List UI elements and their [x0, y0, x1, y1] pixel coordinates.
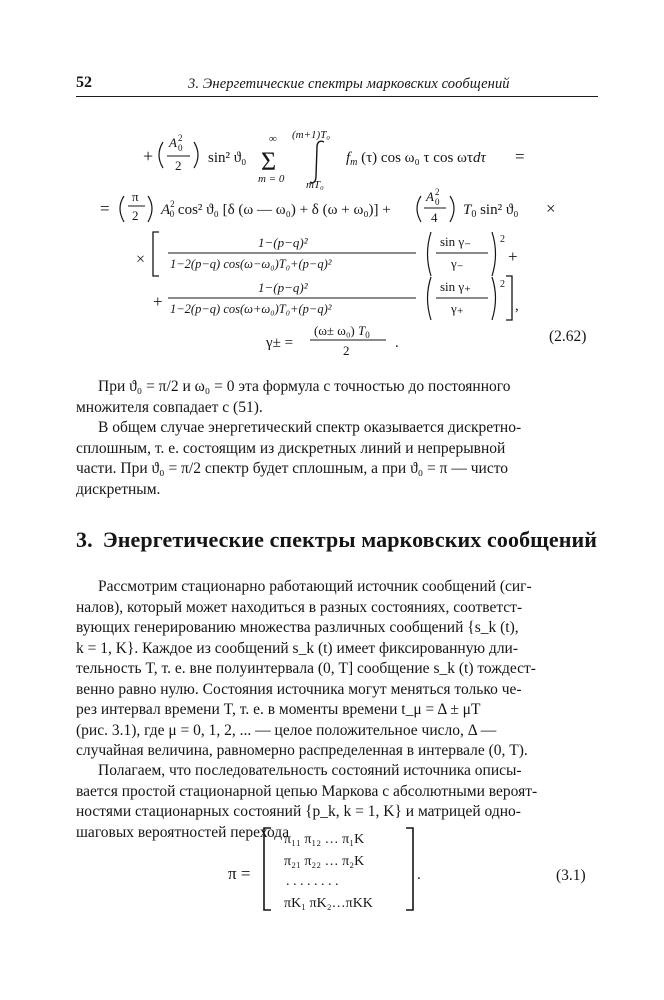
svg-text:+: +	[508, 247, 518, 266]
paragraph-line: k = 1, K}. Каждое из сообщений s_k (t) имеет фиксированную дли-	[76, 639, 519, 657]
fraction-numerator-plus: 1−(p−q)²	[258, 280, 308, 295]
times-sign: ×	[546, 199, 556, 218]
svg-text:.: .	[395, 335, 399, 351]
svg-text:(ω± ω₀) T0: (ω± ω₀) $T_0$	[314, 323, 370, 340]
paragraph-line: части. При ϑ₀ = π/2 спектр будет сплошным, а при ϑ₀ = π — чисто	[76, 460, 509, 477]
paragraph-line: тельность T, т. е. вне полуинтервала (0, T] сообщение s_k (t) тождест-	[76, 660, 536, 677]
svg-text:T0 sin² ϑ₀: $T_0$ sin² ϑ₀	[463, 202, 519, 220]
equation-number-2-62: (2.62)	[549, 328, 587, 345]
equation-line-3	[136, 232, 518, 276]
svg-text:4: 4	[431, 210, 438, 225]
paragraph-note	[76, 377, 598, 418]
paragraph-source	[76, 577, 598, 762]
svg-text:2: 2	[132, 208, 139, 223]
svg-text:0: 0	[178, 143, 183, 153]
sum-upper-limit: ∞	[269, 133, 277, 145]
matrix-row-3: . . . . . . . .	[286, 874, 339, 889]
paragraph-line: (рис. 3.1), где μ = 0, 1, 2, ... — целое положительное число, Δ —	[76, 721, 497, 739]
equation-line-2	[100, 187, 556, 225]
sum-sign: Σ	[261, 147, 277, 176]
matrix-lhs: π =	[228, 864, 251, 883]
gamma-definition	[265, 323, 399, 358]
plus-sign: +	[143, 146, 154, 166]
paragraph-line: дискретным.	[76, 480, 161, 498]
svg-text:2: 2	[175, 158, 182, 173]
paragraph-line: вается простой стационарной цепью Маркова с абсолютными вероят-	[76, 782, 538, 800]
paragraph-line: случайная величина, равномерно распределенная в интервале (0, T).	[76, 742, 528, 759]
paragraph-line: венно равно нулю. Состояния источника могут меняться только че-	[76, 680, 522, 698]
svg-text:=: =	[100, 199, 110, 218]
svg-text:A: A	[426, 189, 434, 204]
integrand: $f_m$ (τ) cos ω₀ τ cos ωτdτ	[346, 150, 486, 168]
svg-text:2: 2	[343, 343, 350, 358]
svg-text:.: .	[417, 867, 421, 883]
equation-2-62	[0, 0, 664, 380]
svg-text:γ₋: γ₋	[451, 256, 464, 271]
paragraph-line: ностями стационарных состояний {p_k, k = 1, K} и матрицей одно-	[76, 803, 521, 820]
svg-text:2: 2	[500, 234, 505, 245]
svg-text:×: ×	[136, 251, 146, 268]
fraction-denominator-plus: 1−2(p−q) cos(ω+ω₀)T₀+(p−q)²	[170, 302, 332, 316]
fraction-denominator-minus: 1−2(p−q) cos(ω−ω₀)T₀+(p−q)²	[170, 257, 332, 271]
paragraph-line: шаговых вероятностей перехода	[76, 823, 290, 841]
paragraph-line: При ϑ₀ = π/2 и ω₀ = 0 эта формула с точностью до постоянного	[98, 378, 511, 395]
paragraph-line: сплошным, т. е. состоящим из дискретных линий и непрерывной	[76, 439, 506, 457]
equation-line-4	[153, 276, 519, 320]
page-number: 52	[76, 74, 92, 91]
svg-text:π: π	[132, 189, 139, 204]
paragraph-line: В общем случае энергетический спектр оказывается дискретно-	[98, 419, 522, 436]
matrix-row-2: π₂₁ π₂₂ … π₂K	[284, 854, 365, 869]
sin2-theta: sin² ϑ₀	[208, 150, 247, 166]
svg-text:+: +	[153, 292, 163, 311]
paragraph-line: налов), который может находиться в разных состояниях, соответст-	[76, 598, 523, 616]
running-title: 3. Энергетические спектры марковских сообщений	[188, 76, 510, 92]
section-title: Энергетические спектры марковских сообщений	[102, 527, 598, 552]
integral-upper-limit: (m+1)T₀	[292, 129, 331, 141]
paragraph-line: Рассмотрим стационарно работающий источник сообщений (сиг-	[98, 578, 532, 595]
matrix-left-bracket	[264, 828, 271, 910]
equation-line-1	[143, 129, 525, 191]
svg-text:A: A	[169, 135, 177, 150]
paragraph-spectrum	[76, 418, 598, 500]
paragraph-line: вующих генерированию множества различных сообщений {s_k (t),	[76, 619, 519, 636]
paragraph-line: рез интервал времени T, т. е. в моменты времени t_μ = Δ ± μT	[76, 701, 481, 718]
equals-sign: =	[515, 147, 525, 166]
paragraph-line: множителя совпадает с (51).	[76, 398, 263, 416]
svg-text:γ₊: γ₊	[451, 301, 464, 316]
paragraph-line: Полагаем, что последовательность состояний источника описы-	[98, 762, 522, 779]
matrix-row-1: π₁₁ π₁₂ … π₁K	[284, 832, 365, 847]
section-heading	[76, 527, 606, 553]
matrix-right-bracket	[406, 828, 413, 910]
integral-lower-limit: mT₀	[306, 179, 324, 191]
svg-text:A20 cos² ϑ₀ [δ (ω — ω₀) + δ (ω: $A^2$ 0 cos² ϑ₀ [δ (ω — ω₀) + δ (ω + ω₀)] +	[161, 199, 391, 219]
matrix-row-4: πK₁ πK₂…πKK	[284, 896, 373, 911]
equation-number-3-1: (3.1)	[556, 867, 586, 884]
svg-text:sin γ₋: sin γ₋	[440, 234, 472, 249]
svg-text:,: ,	[515, 298, 519, 314]
svg-text:2: 2	[500, 279, 505, 290]
svg-text:sin γ₊: sin γ₊	[440, 279, 472, 294]
svg-text:2: 2	[435, 187, 440, 197]
svg-text:0: 0	[435, 197, 440, 207]
sum-lower-limit: m = 0	[258, 173, 285, 185]
svg-text:γ± =: γ± =	[266, 335, 294, 351]
integral-sign	[310, 141, 324, 183]
svg-text:2: 2	[178, 133, 183, 143]
section-number: 3.	[76, 527, 93, 552]
fraction-numerator-minus: 1−(p−q)²	[258, 235, 308, 250]
